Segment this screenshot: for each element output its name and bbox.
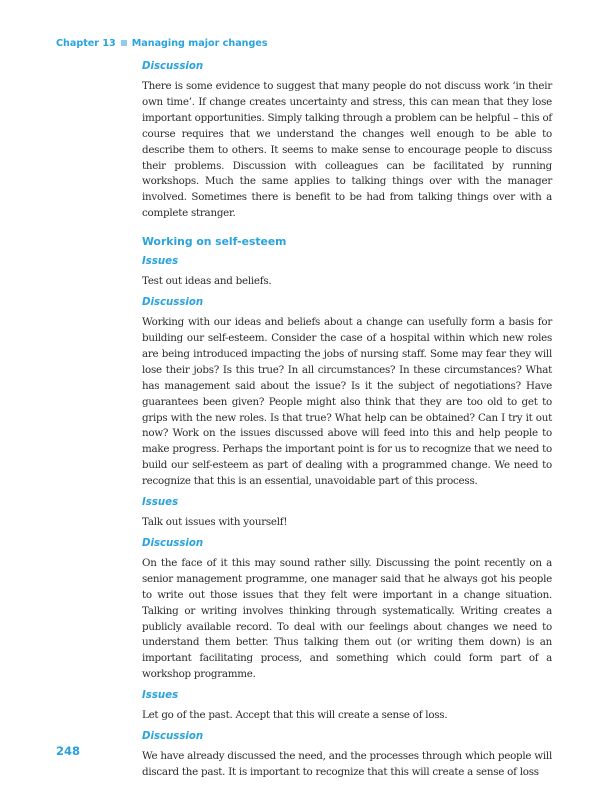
- running-head: [56, 38, 268, 49]
- paragraph: Working with our ideas and beliefs about a change can usefully form a basis for building our self-esteem. Consider the case of a hospital within which new roles are being introduced impacting the jobs of nursing staff. Some may fear they will lose their jobs? Is this true? In all circumstances? In these circumstances? What has management said about the issue? Is it the subject of negotiations? Have guarantees been given? People might also think that they are too old to get to grips with the new roles. Is that true? What help can be obtained? Can I try it out now? Work on the issues discussed above will feed into this and help people to make progress. Perhaps the important point is for us to recognize that we need to build our self-esteem as part of dealing with a programmed change. We need to recognize that this is an essential, unavoidable part of this process.: [142, 316, 552, 488]
- subhead-issues: Issues: [142, 256, 179, 268]
- paragraph: We have already discussed the need, and the processes through which people will discard the past. It is important to recognize that this will create a sense of loss: [142, 750, 552, 778]
- page-body: [142, 60, 552, 787]
- subhead-issues: Issues: [142, 690, 179, 702]
- paragraph: On the face of it this may sound rather silly. Discussing the point recently on a senior management programme, one manager said that he always got his people to write out those issues that they felt were important in a change situation. Talking or writing involves thinking through systematically. Writing creates a publicly available record. To deal with our feelings about changes we need to understand them better. Thus talking them out (or writing them down) is an important facilitating process, and something which could form part of a workshop programme.: [142, 556, 552, 681]
- chapter-label: Chapter 13: [56, 38, 116, 49]
- paragraph: There is some evidence to suggest that many people do not discuss work ‘in their own time’. If change creates uncertainty and stress, this can mean that they lose important opportunities. Simply talking through a problem can be helpful – this of course requires that we understand the changes well enough to be able to describe them to others. It seems to make sense to encourage people to discuss their problems. Discussion with colleagues can be facilitated by running workshops. Much the same applies to talking things over with the manager involved. Sometimes there is benefit to be had from talking things over with a complete stranger.: [142, 80, 552, 220]
- page-number: 248: [56, 744, 81, 758]
- subhead-discussion: Discussion: [142, 61, 204, 72]
- subhead-discussion: Discussion: [142, 297, 204, 309]
- paragraph: Let go of the past. Accept that this will create a sense of loss.: [142, 709, 448, 722]
- separator-square-icon: [121, 40, 127, 46]
- subhead-discussion: Discussion: [142, 537, 204, 549]
- paragraph: Talk out issues with yourself!: [142, 516, 288, 529]
- paragraph: Test out ideas and beliefs.: [142, 275, 272, 288]
- subhead-discussion: Discussion: [142, 731, 204, 743]
- subhead-issues: Issues: [142, 497, 179, 509]
- chapter-title: Managing major changes: [131, 38, 268, 49]
- section-heading: Working on self-esteem: [142, 235, 287, 249]
